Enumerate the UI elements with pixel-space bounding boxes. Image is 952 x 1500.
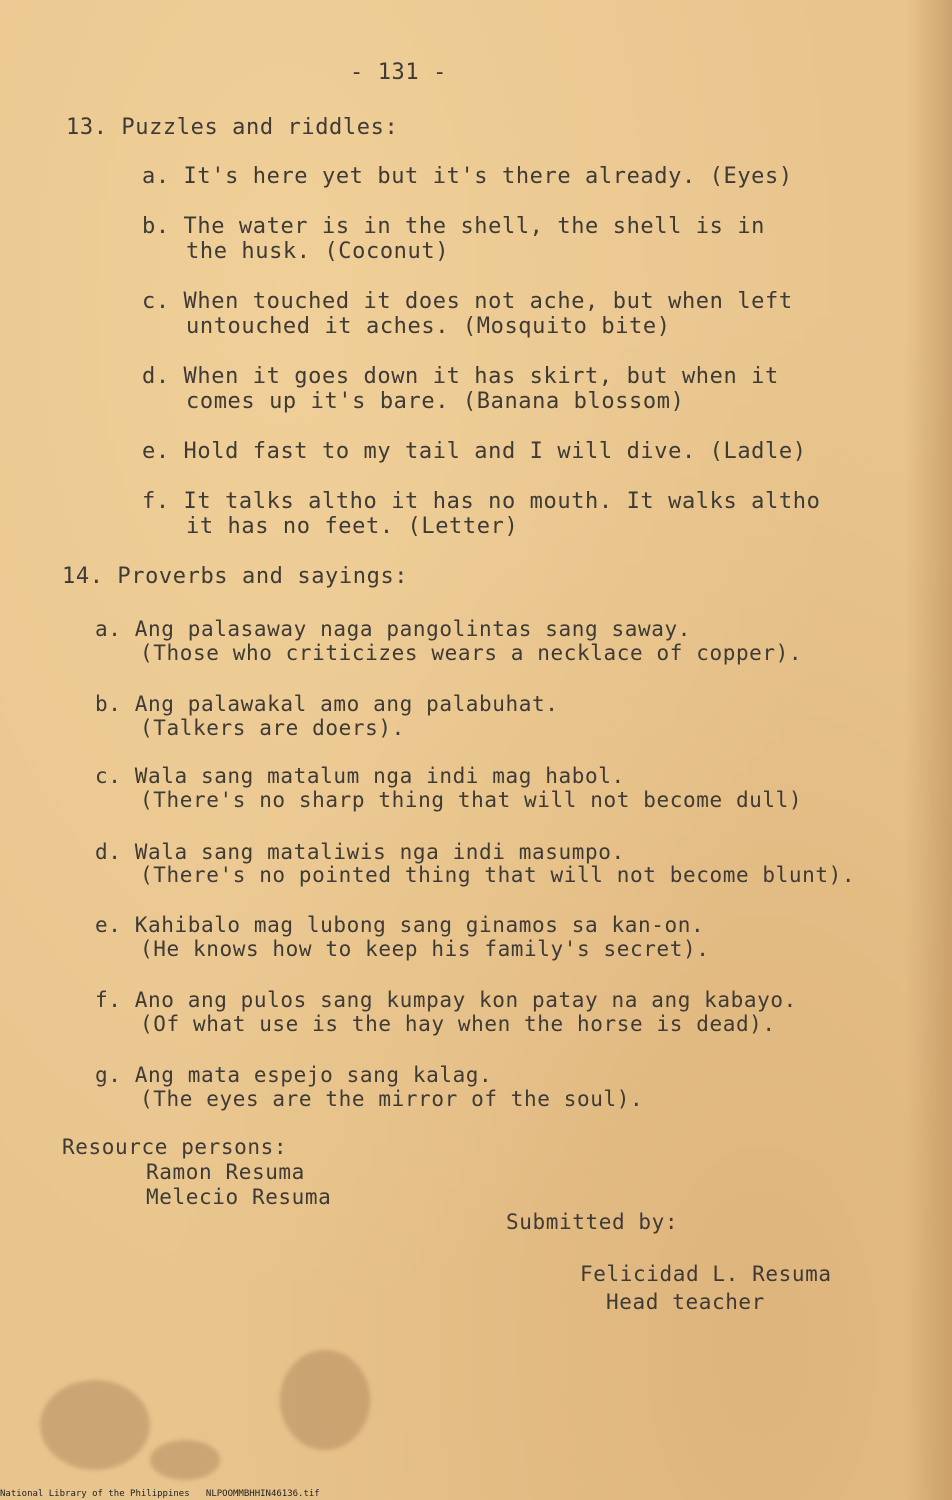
proverb-a: a. Ang palasaway naga pangolintas sang saway. — [95, 617, 691, 641]
scan-footer — [0, 1488, 320, 1500]
stain — [280, 1350, 370, 1450]
proverb-c: c. Wala sang matalum nga indi mag habol. — [95, 764, 625, 788]
resource-persons-label: Resource persons: — [62, 1135, 288, 1159]
proverb-f: f. Ano ang pulos sang kumpay kon patay na ang kabayo. — [95, 988, 797, 1012]
stain — [150, 1440, 220, 1480]
submitter-name: Felicidad L. Resuma — [580, 1262, 832, 1286]
proverb-c-translation: (There's no sharp thing that will not become dull) — [140, 788, 803, 812]
proverb-g: g. Ang mata espejo sang kalag. — [95, 1063, 493, 1087]
riddle-a: a. It's here yet but it's there already. (Eyes) — [142, 164, 793, 189]
proverb-d: d. Wala sang mataliwis nga indi masumpo. — [95, 840, 625, 864]
page-number: - 131 - — [350, 60, 447, 85]
riddle-f: f. It talks altho it has no mouth. It walks altho — [142, 489, 821, 514]
proverb-g-translation: (The eyes are the mirror of the soul). — [140, 1087, 644, 1111]
riddle-b: b. The water is in the shell, the shell is in — [142, 214, 766, 239]
section-13-heading: 13. Puzzles and riddles: — [66, 115, 399, 140]
proverb-e: e. Kahibalo mag lubong sang ginamos sa kan-on. — [95, 913, 705, 937]
riddle-c-cont: untouched it aches. (Mosquito bite) — [186, 314, 671, 339]
proverb-d-translation: (There's no pointed thing that will not become blunt). — [140, 863, 856, 887]
riddle-e: e. Hold fast to my tail and I will dive. (Ladle) — [142, 439, 807, 464]
riddle-c: c. When touched it does not ache, but when left — [142, 289, 793, 314]
resource-person-name: Melecio Resuma — [146, 1185, 332, 1209]
proverb-a-translation: (Those who criticizes wears a necklace of copper). — [140, 641, 803, 665]
proverb-b: b. Ang palawakal amo ang palabuhat. — [95, 692, 559, 716]
riddle-d: d. When it goes down it has skirt, but when it — [142, 364, 779, 389]
proverb-e-translation: (He knows how to keep his family's secret). — [140, 937, 710, 961]
riddle-d-cont: comes up it's bare. (Banana blossom) — [186, 389, 685, 414]
section-14-heading: 14. Proverbs and sayings: — [62, 564, 409, 589]
resource-person-name: Ramon Resuma — [146, 1160, 305, 1184]
proverb-b-translation: (Talkers are doers). — [140, 716, 405, 740]
riddle-b-cont: the husk. (Coconut) — [186, 239, 450, 264]
file-id: NLPOOMMBHHIN46136.tif — [205, 1489, 320, 1499]
riddle-f-cont: it has no feet. (Letter) — [186, 514, 519, 539]
library-credit: National Library of the Philippines — [0, 1489, 190, 1499]
submitter-title: Head teacher — [606, 1290, 765, 1314]
proverb-f-translation: (Of what use is the hay when the horse is dead). — [140, 1012, 776, 1036]
stain — [40, 1380, 150, 1470]
submitted-by-label: Submitted by: — [506, 1210, 679, 1234]
